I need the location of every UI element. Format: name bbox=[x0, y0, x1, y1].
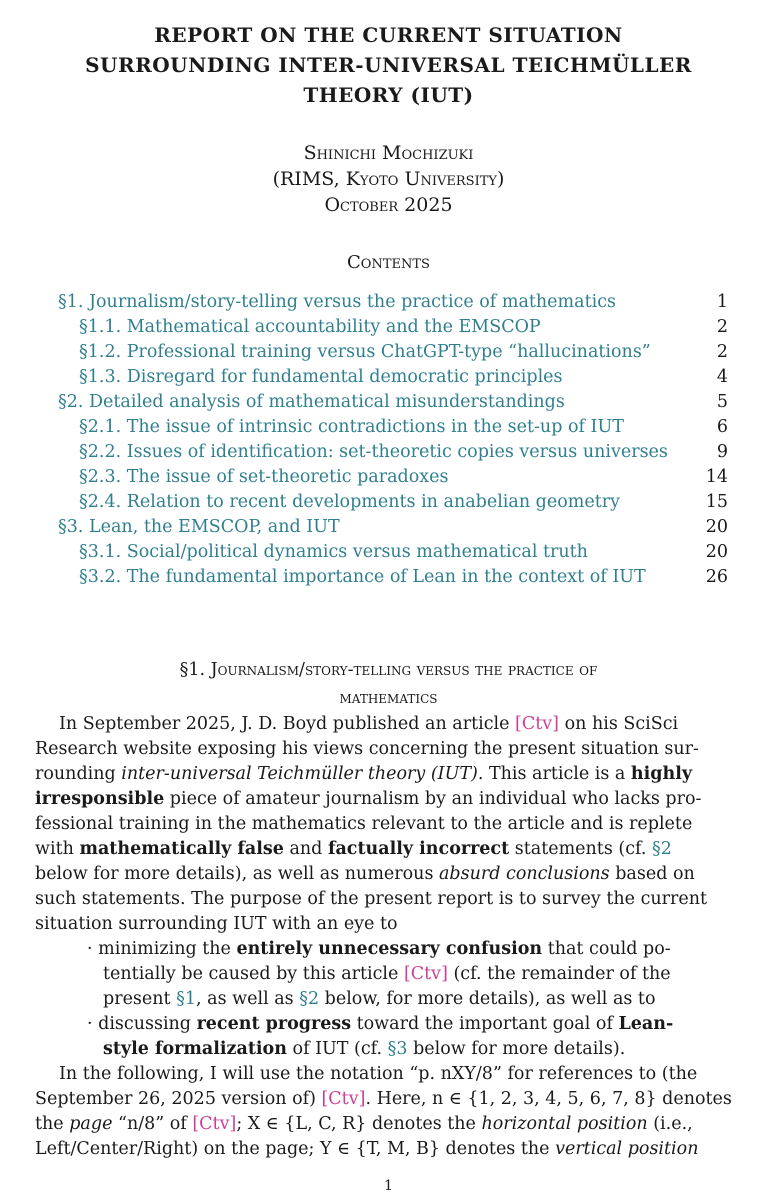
section-link[interactable]: §1 bbox=[176, 989, 197, 1009]
body-line: with mathematically false and factually incorrect statements (cf. §2 bbox=[35, 839, 672, 859]
citation-link[interactable]: [Ctv] bbox=[515, 714, 560, 734]
toc-entry-label: §1. Journalism/story-telling versus the practice of mathematics bbox=[58, 292, 616, 312]
author-name: Shinichi Mochizuki bbox=[303, 142, 474, 164]
toc-entry[interactable] bbox=[58, 540, 728, 565]
author-block bbox=[40, 140, 737, 218]
body-line: Research website exposing his views concerning the present situation sur- bbox=[35, 739, 699, 759]
body-line: such statements. The purpose of the present report is to survey the current bbox=[35, 889, 708, 909]
body-line: rounding inter-universal Teichmüller theory (IUT). This article is a highly bbox=[35, 764, 693, 784]
toc-entry-page: 2 bbox=[716, 317, 728, 337]
toc-entry-page: 14 bbox=[705, 467, 728, 487]
toc-entry-label: §1.3. Disregard for fundamental democratic principles bbox=[79, 367, 563, 387]
body-line: irresponsible piece of amateur journalism by an individual who lacks pro- bbox=[35, 789, 702, 809]
body-line: present §1, as well as §2 below, for more details), as well as to bbox=[103, 989, 656, 1009]
toc-entry-label: §2.1. The issue of intrinsic contradictions in the set-up of IUT bbox=[79, 417, 624, 437]
paper-title bbox=[40, 20, 737, 110]
toc-entry[interactable] bbox=[58, 465, 728, 490]
title-line-2: SURROUNDING INTER-UNIVERSAL TEICHMÜLLER bbox=[85, 53, 692, 77]
toc-entry-label: §2.3. The issue of set-theoretic paradoxes bbox=[79, 467, 449, 487]
toc-entry-page: 4 bbox=[716, 367, 728, 387]
body-line: In the following, I will use the notation “p. nXY/8” for references to (the bbox=[59, 1064, 698, 1084]
table-of-contents bbox=[58, 290, 728, 590]
toc-entry[interactable] bbox=[58, 440, 728, 465]
toc-entry-label: §1.2. Professional training versus ChatGPT-type “hallucinations” bbox=[79, 342, 651, 362]
body-line: tentially be caused by this article [Ctv] (cf. the remainder of the bbox=[103, 964, 671, 984]
toc-entry-page: 15 bbox=[705, 492, 728, 512]
toc-entry-page: 2 bbox=[716, 342, 728, 362]
toc-entry[interactable] bbox=[58, 490, 728, 515]
contents-heading: Contents bbox=[347, 252, 430, 273]
toc-entry[interactable] bbox=[58, 365, 728, 390]
toc-entry[interactable] bbox=[58, 415, 728, 440]
toc-entry-page: 5 bbox=[716, 392, 728, 412]
body-text bbox=[35, 712, 732, 1162]
toc-entry-page: 20 bbox=[705, 517, 728, 537]
toc-entry[interactable] bbox=[58, 515, 728, 540]
body-line: In September 2025, J. D. Boyd published an article [Ctv] on his SciSci bbox=[59, 714, 679, 734]
toc-entry[interactable] bbox=[58, 290, 728, 315]
toc-entry-page: 6 bbox=[716, 417, 728, 437]
toc-entry[interactable] bbox=[58, 565, 728, 590]
toc-entry[interactable] bbox=[58, 390, 728, 415]
body-line: fessional training in the mathematics relevant to the article and is replete bbox=[35, 814, 693, 834]
section-link[interactable]: §2 bbox=[299, 989, 320, 1009]
toc-entry-page: 1 bbox=[716, 292, 728, 312]
citation-link[interactable]: [Ctv] bbox=[321, 1089, 366, 1109]
toc-entry-label: §2. Detailed analysis of mathematical misunderstandings bbox=[58, 392, 565, 412]
body-line: Left/Center/Right) on the page; Y ∈ {T, M, B} denotes the vertical position bbox=[35, 1139, 699, 1159]
toc-entry[interactable] bbox=[58, 315, 728, 340]
body-line: September 26, 2025 version of) [Ctv]. Here, n ∈ {1, 2, 3, 4, 5, 6, 7, 8} denotes bbox=[35, 1089, 732, 1109]
title-line-1: REPORT ON THE CURRENT SITUATION bbox=[154, 23, 623, 47]
section-link[interactable]: §2 bbox=[652, 839, 672, 859]
citation-link[interactable]: [Ctv] bbox=[403, 964, 448, 984]
toc-entry-label: §1.1. Mathematical accountability and the EMSCOP bbox=[79, 317, 541, 337]
page-number: 1 bbox=[384, 1178, 393, 1194]
toc-entry-label: §3.1. Social/political dynamics versus mathematical truth bbox=[79, 542, 588, 562]
body-line: the page “n/8” of [Ctv]; X ∈ {L, C, R} denotes the horizontal position (i.e., bbox=[35, 1114, 693, 1134]
title-line-3: THEORY (IUT) bbox=[303, 83, 474, 107]
toc-entry-label: §2.4. Relation to recent developments in anabelian geometry bbox=[79, 492, 620, 512]
bullet-item: · minimizing the entirely unnecessary confusion that could po- bbox=[87, 939, 671, 959]
toc-entry-page: 26 bbox=[705, 567, 728, 587]
citation-link[interactable]: [Ctv] bbox=[192, 1114, 237, 1134]
bullet-item: · discussing recent progress toward the important goal of Lean- bbox=[87, 1014, 674, 1034]
section-heading-line-2: mathematics bbox=[339, 688, 438, 708]
section-heading-line-1: §1. Journalism/story-telling versus the practice of bbox=[179, 660, 598, 680]
author-affiliation: (RIMS, Kyoto University) bbox=[272, 168, 505, 190]
toc-entry-label: §3. Lean, the EMSCOP, and IUT bbox=[58, 517, 340, 537]
toc-entry-label: §3.2. The fundamental importance of Lean in the context of IUT bbox=[79, 567, 646, 587]
body-line: below for more details), as well as numerous absurd conclusions based on bbox=[35, 864, 695, 884]
paper-date: October 2025 bbox=[324, 194, 453, 216]
toc-entry-page: 9 bbox=[716, 442, 728, 462]
toc-entry-label: §2.2. Issues of identification: set-theoretic copies versus universes bbox=[79, 442, 668, 462]
body-line: style formalization of IUT (cf. §3 below for more details). bbox=[103, 1039, 626, 1059]
toc-entry[interactable] bbox=[58, 340, 728, 365]
toc-entry-page: 20 bbox=[705, 542, 728, 562]
section-link[interactable]: §3 bbox=[387, 1039, 408, 1059]
body-line: situation surrounding IUT with an eye to bbox=[35, 914, 398, 934]
section-heading bbox=[40, 656, 737, 712]
